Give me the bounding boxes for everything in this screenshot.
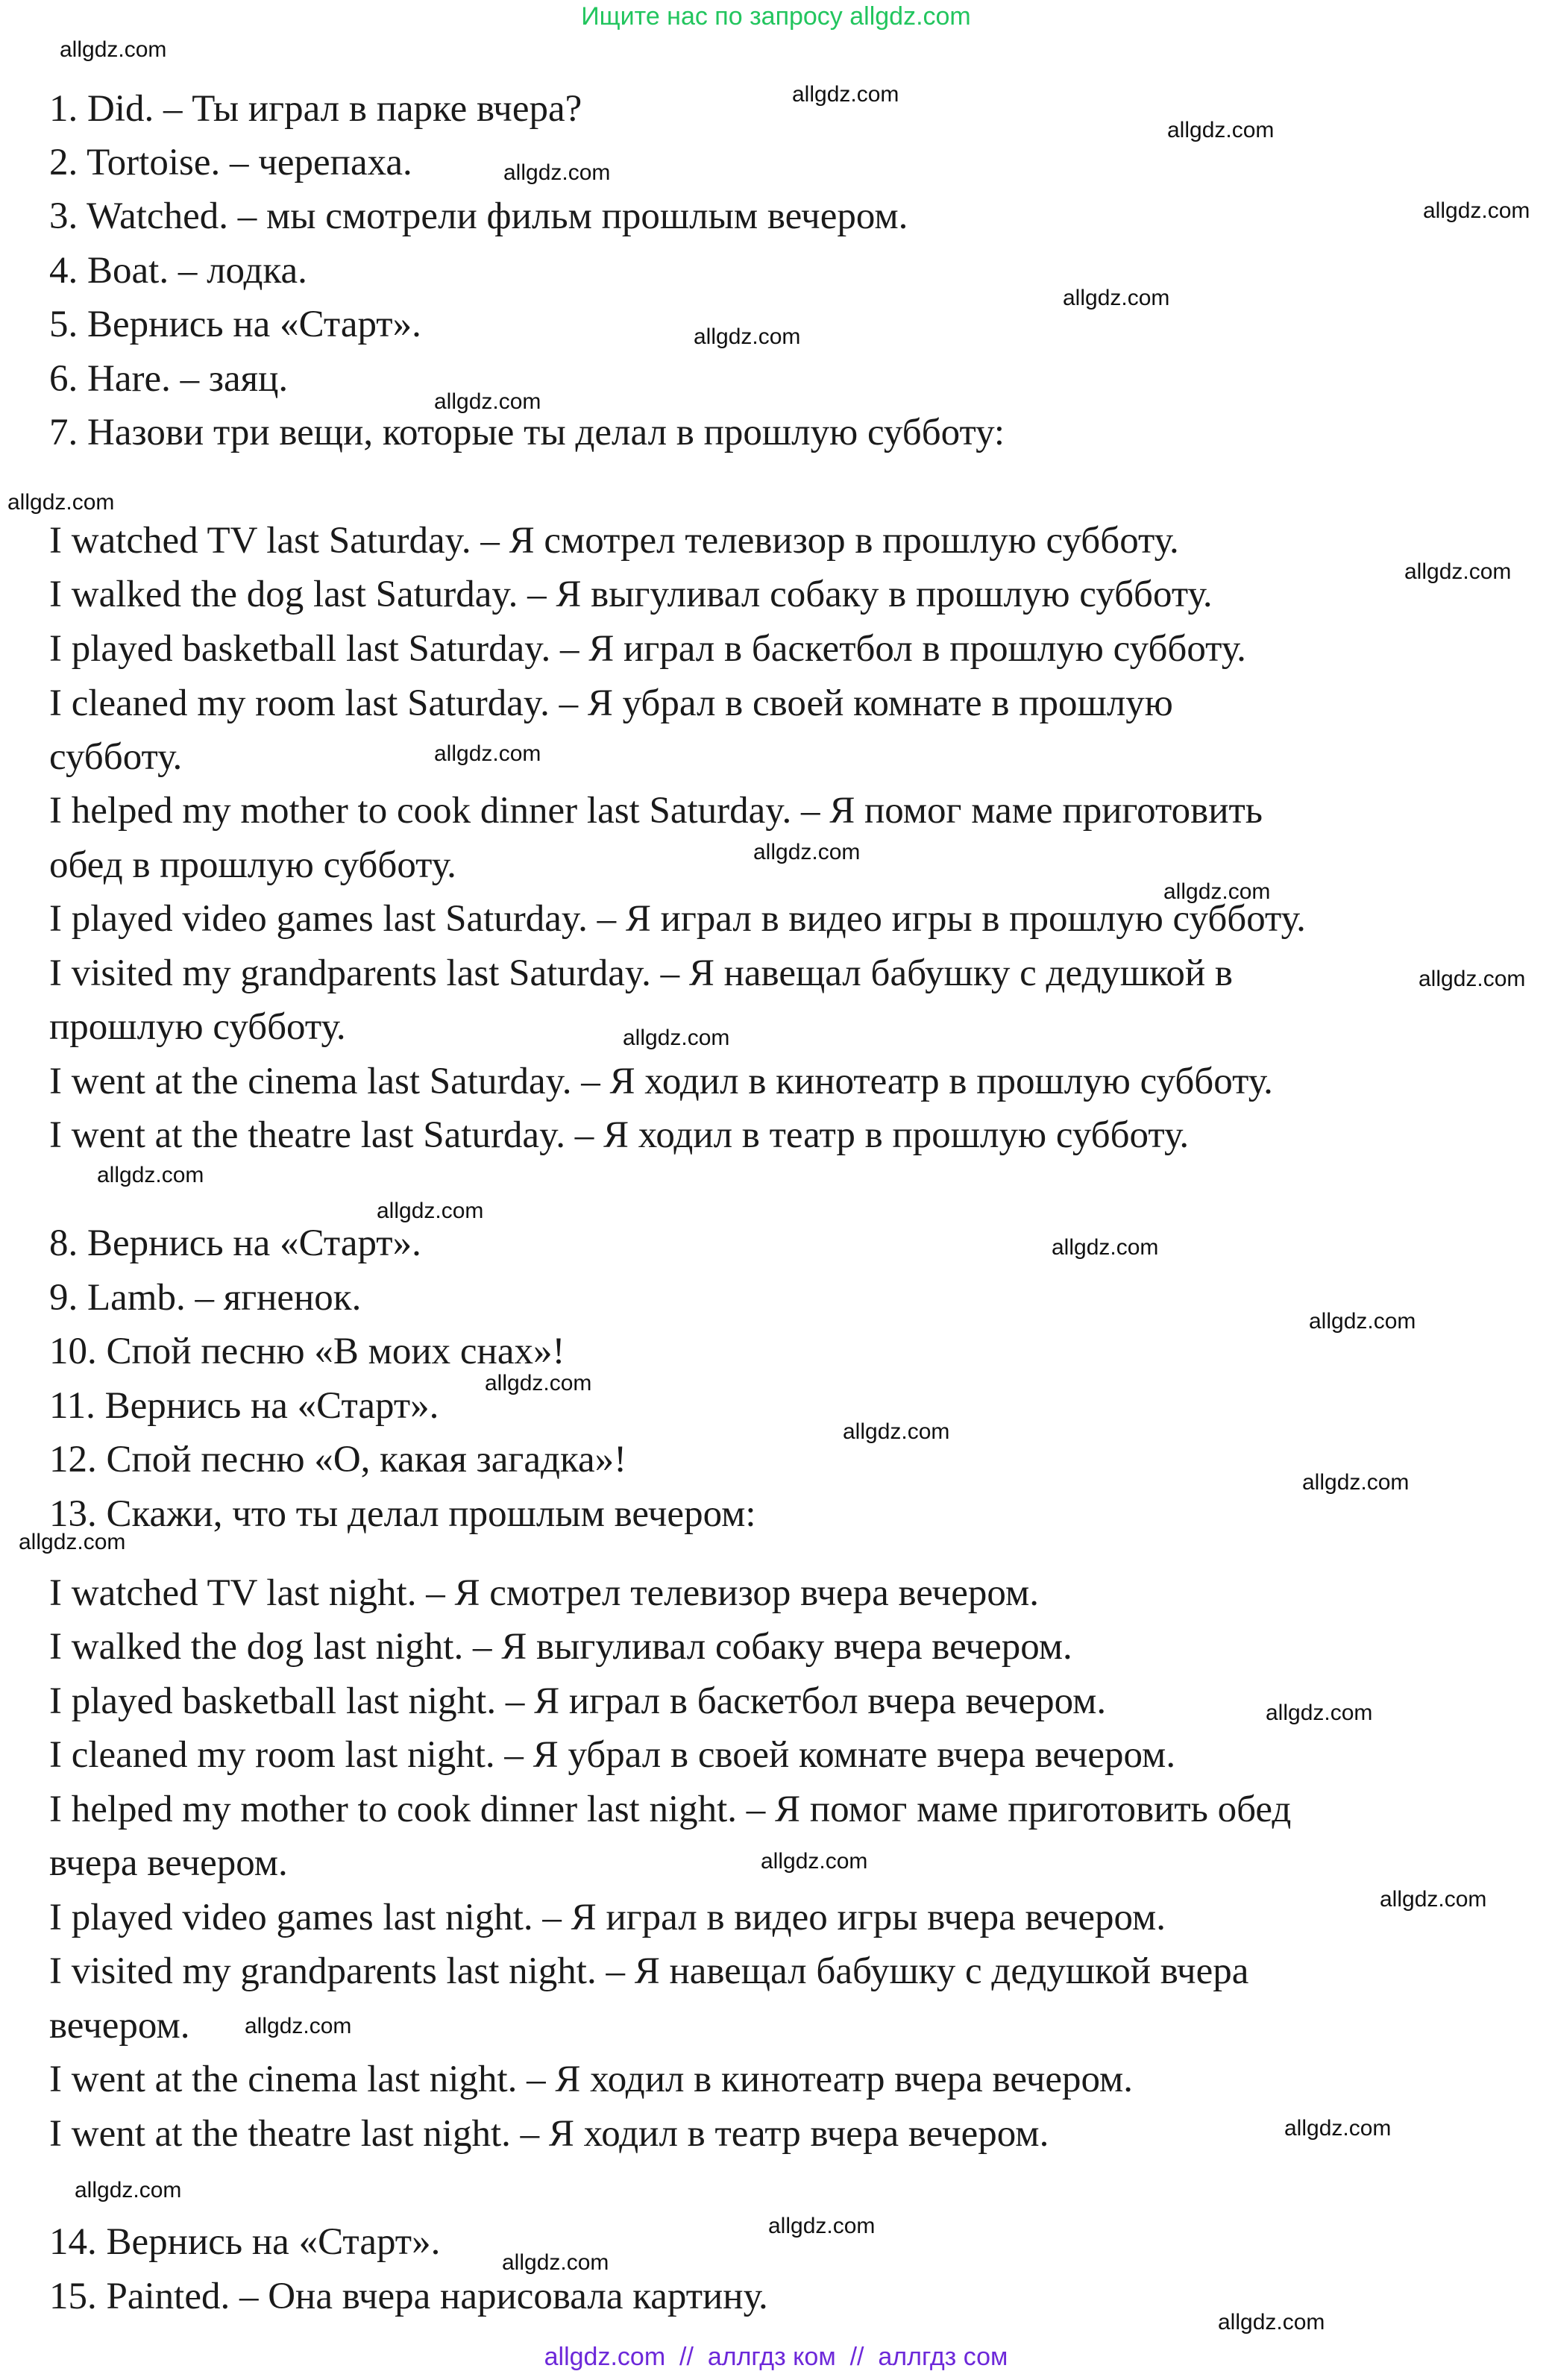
watermark: allgdz.com xyxy=(434,741,541,766)
watermark: allgdz.com xyxy=(7,490,115,515)
answer-line-6: 6. Hare. – заяц. xyxy=(49,358,289,400)
answer-line-15: 15. Painted. – Она вчера нарисовала картину. xyxy=(49,2276,768,2317)
watermark: allgdz.com xyxy=(761,1849,868,1874)
watermark: allgdz.com xyxy=(75,2178,182,2202)
sentence-line: I walked the dog last night. – Я выгуливал собаку вчера вечером. xyxy=(49,1626,1072,1668)
answer-line-13: 13. Скажи, что ты делал прошлым вечером: xyxy=(49,1493,756,1535)
watermark: allgdz.com xyxy=(623,1026,730,1050)
answer-line-14: 14. Вернись на «Старт». xyxy=(49,2221,441,2263)
watermark: allgdz.com xyxy=(1063,286,1170,310)
answer-line-5: 5. Вернись на «Старт». xyxy=(49,304,421,345)
sentence-line: вчера вечером. xyxy=(49,1842,288,1884)
watermark: allgdz.com xyxy=(434,389,541,414)
watermark: allgdz.com xyxy=(1419,967,1526,991)
watermark: allgdz.com xyxy=(485,1371,592,1395)
sentence-line: I cleaned my room last Saturday. – Я убрал в своей комнате в прошлую xyxy=(49,682,1173,724)
top-banner: Ищите нас по запросу allgdz.com xyxy=(581,2,971,31)
watermark: allgdz.com xyxy=(19,1530,126,1554)
sentence-line: I went at the theatre last Saturday. – Я ходил в театр в прошлую субботу. xyxy=(49,1114,1190,1156)
watermark: allgdz.com xyxy=(768,2214,876,2238)
sentence-line: прошлую субботу. xyxy=(49,1006,346,1048)
watermark: allgdz.com xyxy=(503,160,611,185)
sentence-line: I played video games last Saturday. – Я играл в видео игры в прошлую субботу. xyxy=(49,898,1306,940)
answer-line-12: 12. Спой песню «О, какая загадка»! xyxy=(49,1439,627,1481)
watermark: allgdz.com xyxy=(1404,559,1512,584)
sentence-line: I cleaned my room last night. – Я убрал в своей комнате вчера вечером. xyxy=(49,1734,1176,1776)
sentence-line: I went at the theatre last night. – Я ходил в театр вчера вечером. xyxy=(49,2113,1049,2155)
sentence-line: I played basketball last Saturday. – Я играл в баскетбол в прошлую субботу. xyxy=(49,628,1246,670)
answer-line-11: 11. Вернись на «Старт». xyxy=(49,1385,439,1427)
watermark: allgdz.com xyxy=(1167,118,1275,142)
answer-line-9: 9. Lamb. – ягненок. xyxy=(49,1277,362,1319)
watermark: allgdz.com xyxy=(1302,1470,1410,1495)
answer-line-4: 4. Boat. – лодка. xyxy=(49,250,307,292)
answer-line-3: 3. Watched. – мы смотрели фильм прошлым вечером. xyxy=(49,195,908,237)
answer-line-10: 10. Спой песню «В моих снах»! xyxy=(49,1331,565,1372)
watermark: allgdz.com xyxy=(1266,1701,1373,1725)
watermark: allgdz.com xyxy=(1309,1309,1416,1334)
watermark: allgdz.com xyxy=(502,2250,609,2275)
sentence-line: I helped my mother to cook dinner last Saturday. – Я помог маме приготовить xyxy=(49,790,1263,832)
sentence-line: I played basketball last night. – Я играл в баскетбол вчера вечером. xyxy=(49,1680,1107,1722)
sentence-line: I watched TV last Saturday. – Я смотрел телевизор в прошлую субботу. xyxy=(49,520,1179,562)
watermark: allgdz.com xyxy=(1284,2116,1392,2141)
watermark: allgdz.com xyxy=(60,37,167,62)
answer-line-7: 7. Назови три вещи, которые ты делал в прошлую субботу: xyxy=(49,412,1005,453)
watermark: allgdz.com xyxy=(1052,1235,1159,1260)
sentence-line: I walked the dog last Saturday. – Я выгуливал собаку в прошлую субботу. xyxy=(49,574,1213,615)
answer-line-1: 1. Did. – Ты играл в парке вчера? xyxy=(49,88,582,130)
sentence-line: I played video games last night. – Я играл в видео игры вчера вечером. xyxy=(49,1897,1166,1938)
sentence-line: I visited my grandparents last night. – Я навещал бабушку с дедушкой вчера xyxy=(49,1950,1249,1992)
watermark: allgdz.com xyxy=(843,1419,950,1444)
watermark: allgdz.com xyxy=(792,82,899,107)
watermark: allgdz.com xyxy=(1423,198,1530,223)
sentence-line: I helped my mother to cook dinner last night. – Я помог маме приготовить обед xyxy=(49,1789,1292,1830)
sentence-line: обед в прошлую субботу. xyxy=(49,844,456,886)
watermark: allgdz.com xyxy=(694,324,801,349)
watermark: allgdz.com xyxy=(1163,879,1271,904)
watermark: allgdz.com xyxy=(1380,1887,1487,1912)
answer-line-8: 8. Вернись на «Старт». xyxy=(49,1222,421,1264)
watermark: allgdz.com xyxy=(97,1163,204,1187)
sentence-line: I visited my grandparents last Saturday. – Я навещал бабушку с дедушкой в xyxy=(49,952,1234,994)
sentence-line: I watched TV last night. – Я смотрел телевизор вчера вечером. xyxy=(49,1572,1039,1614)
watermark: allgdz.com xyxy=(377,1199,484,1223)
watermark: allgdz.com xyxy=(245,2014,352,2038)
watermark: allgdz.com xyxy=(1218,2310,1325,2335)
footer-links: allgdz.com // аллгдз ком // аллгдз сом xyxy=(544,2343,1008,2371)
sentence-line: вечером. xyxy=(49,2005,190,2047)
sentence-line: I went at the cinema last Saturday. – Я ходил в кинотеатр в прошлую субботу. xyxy=(49,1061,1273,1102)
watermark: allgdz.com xyxy=(753,840,861,864)
answer-line-2: 2. Tortoise. – черепаха. xyxy=(49,142,412,183)
sentence-line: субботу. xyxy=(49,736,183,778)
sentence-line: I went at the cinema last night. – Я ходил в кинотеатр вчера вечером. xyxy=(49,2059,1134,2100)
